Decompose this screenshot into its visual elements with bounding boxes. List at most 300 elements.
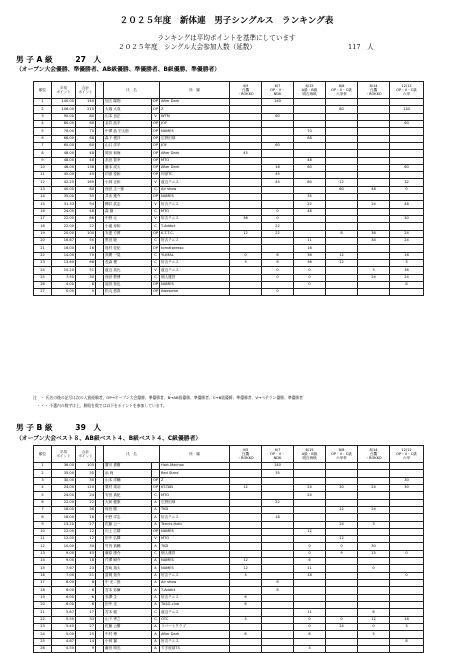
table-cell: 岡田 和海 — [104, 150, 152, 157]
table-cell — [358, 120, 390, 127]
table-cell: C — [152, 237, 160, 244]
table-cell — [294, 463, 326, 470]
table-cell: 14 — [34, 194, 52, 201]
table-cell — [230, 99, 262, 106]
table-cell: MTO — [160, 492, 230, 499]
table-cell — [358, 99, 390, 106]
table-cell — [326, 150, 358, 157]
table-cell — [230, 223, 262, 230]
table-cell — [390, 499, 424, 506]
table-cell: 22 — [76, 499, 96, 506]
table-cell: 3 — [34, 477, 52, 484]
table-cell: 13.60 — [52, 259, 76, 266]
table-cell: 山本 良正 — [104, 113, 152, 120]
table-cell: 6 — [294, 558, 326, 565]
table-cell: A — [152, 594, 160, 601]
table-cell: 大和 健康 — [104, 499, 152, 506]
table-cell: 36.00 — [52, 463, 76, 470]
table-cell: 6 — [262, 259, 294, 266]
table-cell: 48 — [390, 201, 424, 208]
table-cell — [96, 638, 104, 645]
table-cell: V — [152, 216, 160, 223]
header-cell: 所 属 — [160, 446, 230, 463]
table-cell: 0 — [76, 289, 96, 296]
table-cell — [230, 113, 262, 120]
table-cell: 中村 博 — [104, 631, 152, 638]
table-cell — [390, 463, 424, 470]
table-cell: 33 — [76, 616, 96, 623]
table-cell — [96, 514, 104, 521]
table-cell: Z — [160, 477, 230, 484]
table-cell: MTO — [160, 208, 230, 215]
table-cell — [358, 135, 390, 142]
table-cell — [326, 528, 358, 535]
table-cell: 0 — [326, 543, 358, 550]
table-cell: 3 — [358, 631, 390, 638]
table-cell — [326, 587, 358, 594]
table-cell — [358, 470, 390, 477]
table-cell: 60 — [76, 142, 96, 149]
table-cell — [230, 164, 262, 171]
table-cell — [358, 208, 390, 215]
table-cell: A — [152, 543, 160, 550]
table-cell: 26 — [34, 645, 52, 652]
header-cell: 12/12 OP・V・C級 六甲 — [390, 446, 424, 463]
table-cell — [358, 499, 390, 506]
table-cell — [294, 477, 326, 484]
table-cell: 106.00 — [52, 106, 76, 113]
table-cell: 0 — [294, 281, 326, 288]
table-cell: 広野田球 — [160, 135, 230, 142]
table-cell: 3 — [390, 623, 424, 630]
table-cell — [326, 289, 358, 296]
table-cell: V — [152, 536, 160, 543]
table-row — [34, 484, 424, 491]
table-cell — [152, 470, 160, 477]
table-cell: 48.00 — [52, 164, 76, 171]
table-cell: 26 — [34, 281, 52, 288]
table-cell — [326, 609, 358, 616]
table-cell: 9 — [326, 550, 358, 557]
table-cell — [326, 128, 358, 135]
table-cell: 9.00 — [52, 558, 76, 565]
table-cell: 0 — [294, 274, 326, 281]
table-cell: 1 — [34, 99, 52, 106]
table-row — [34, 594, 424, 601]
table-cell: 18 — [262, 164, 294, 171]
table-cell — [96, 550, 104, 557]
table-cell: 17 — [34, 580, 52, 587]
table-cell — [294, 470, 326, 477]
table-cell — [96, 572, 104, 579]
table-cell — [96, 528, 104, 535]
table-cell — [96, 172, 104, 179]
table-cell: 70.00 — [52, 128, 76, 135]
table-cell: 高田 智幸 — [104, 157, 152, 164]
table-cell — [230, 179, 262, 186]
table-cell: 松丸 悠真 — [104, 289, 152, 296]
table-cell: 島村 佳紀 — [104, 245, 152, 252]
table-cell — [230, 208, 262, 215]
table-cell: 4 — [34, 484, 52, 491]
table-cell: 3 — [390, 259, 424, 266]
table-cell: 68.00 — [52, 135, 76, 142]
table-cell: 22.00 — [52, 216, 76, 223]
table-cell — [262, 135, 294, 142]
table-cell: 70 — [294, 128, 326, 135]
ranking-basis-note: ランキングは平均ポイントを基準にしています — [157, 34, 296, 42]
table-cell: 68 — [76, 135, 96, 142]
table-row — [34, 216, 424, 223]
table-cell — [262, 521, 294, 528]
table-cell: A — [152, 587, 160, 594]
table-cell: 小滝 寿和 — [104, 223, 152, 230]
table-cell: K.T.T.C. — [160, 230, 230, 237]
table-cell: 6 — [230, 631, 262, 638]
table-cell: Awesome — [160, 289, 230, 296]
table-cell: 6 — [358, 609, 390, 616]
table-cell: V — [152, 201, 160, 208]
table-cell: 25 — [34, 638, 52, 645]
table-cell — [326, 565, 358, 572]
table-cell — [230, 543, 262, 550]
table-cell: 0 — [294, 543, 326, 550]
table-cell: OP — [152, 194, 160, 201]
section-b-subtitle: （オープン大会ベスト８、AB級ベスト４、B級ベスト４、C級優勝者） — [16, 436, 202, 442]
section-a-table — [33, 81, 424, 296]
table-cell: 金井 品平 — [104, 120, 152, 127]
table-cell: 好吉テニス — [160, 259, 230, 266]
table-cell: 15 — [34, 565, 52, 572]
table-cell: 35 — [262, 470, 294, 477]
table-cell — [358, 281, 390, 288]
table-cell: 6 — [230, 601, 262, 608]
table-cell: C — [152, 186, 160, 193]
table-cell: 3 — [34, 113, 52, 120]
table-cell: 0 — [262, 216, 294, 223]
table-cell: 黒田 聡 — [104, 237, 152, 244]
table-cell: 好吉テニス — [160, 216, 230, 223]
table-cell — [326, 142, 358, 149]
table-cell: 井出 雅介 — [104, 194, 152, 201]
table-cell: 4.67 — [52, 638, 76, 645]
table-cell — [230, 267, 262, 274]
table-cell: 10 — [34, 528, 52, 535]
table-cell — [358, 259, 390, 266]
table-cell — [230, 194, 262, 201]
table-cell — [262, 631, 294, 638]
table-cell: 48 — [76, 150, 96, 157]
table-cell — [326, 157, 358, 164]
table-cell — [230, 172, 262, 179]
table-cell: 渡辺テニス — [160, 267, 230, 274]
table-cell — [294, 223, 326, 230]
table-cell: V — [152, 113, 160, 120]
table-cell — [262, 150, 294, 157]
table-cell: 8 — [262, 580, 294, 587]
table-cell — [230, 463, 262, 470]
table-cell — [230, 536, 262, 543]
table-cell: A — [152, 514, 160, 521]
table-cell — [96, 631, 104, 638]
header-row — [34, 82, 424, 99]
table-cell: 樽井 武志 — [104, 201, 152, 208]
table-cell: A — [152, 623, 160, 630]
table-cell: 11 — [34, 172, 52, 179]
table-cell — [230, 528, 262, 535]
table-cell: Air show — [160, 580, 230, 587]
table-cell: 30 — [390, 484, 424, 491]
table-row — [34, 164, 424, 171]
table-cell: 藤田 明光 — [104, 645, 152, 652]
table-cell — [262, 601, 294, 608]
table-cell: After Dark — [160, 631, 230, 638]
table-cell: 5.00 — [52, 631, 76, 638]
table-cell: 6 — [76, 594, 96, 601]
table-cell — [390, 543, 424, 550]
table-cell: 8.00 — [52, 580, 76, 587]
table-cell — [96, 150, 104, 157]
document-title: ２０２５年度 新体連 男子シングルス ランキング表 — [119, 16, 334, 26]
table-cell — [326, 638, 358, 645]
section-a-subtitle: （オープン大会優勝、準優勝者、AB級優勝、準優勝者、B級優勝、準優勝者） — [16, 67, 221, 73]
table-cell: TKD — [160, 543, 230, 550]
table-cell — [96, 477, 104, 484]
table-cell: 12 — [326, 179, 358, 186]
table-row — [34, 514, 424, 521]
table-cell: 12 — [230, 230, 262, 237]
table-cell: 11 — [294, 609, 326, 616]
table-cell: 20 — [34, 601, 52, 608]
table-cell — [390, 470, 424, 477]
table-cell — [96, 142, 104, 149]
table-cell: 24 — [294, 484, 326, 491]
table-cell — [326, 594, 358, 601]
table-cell — [230, 135, 262, 142]
table-cell: 120 — [76, 484, 96, 491]
table-cell — [96, 186, 104, 193]
table-cell — [326, 237, 358, 244]
table-cell: 18 — [76, 558, 96, 565]
table-cell: 48.00 — [52, 150, 76, 157]
table-cell — [326, 194, 358, 201]
table-cell — [358, 477, 390, 484]
table-cell — [294, 638, 326, 645]
table-cell — [262, 128, 294, 135]
table-cell — [390, 208, 424, 215]
table-row — [34, 186, 424, 193]
table-cell: 6 — [262, 252, 294, 259]
table-cell: 60 — [262, 142, 294, 149]
table-cell — [230, 580, 262, 587]
table-cell — [96, 289, 104, 296]
table-cell — [326, 120, 358, 127]
table-cell — [294, 499, 326, 506]
table-cell: 安達 方教 — [104, 230, 152, 237]
table-cell — [390, 142, 424, 149]
table-cell — [230, 499, 262, 506]
table-cell: 好吉テニス — [160, 594, 230, 601]
table-cell: 22 — [294, 201, 326, 208]
header-cell: 12/12 OP・V・C級 六甲 — [390, 82, 424, 99]
table-cell — [96, 499, 104, 506]
table-row — [34, 237, 424, 244]
table-cell — [358, 601, 390, 608]
table-cell — [358, 558, 390, 565]
table-cell: 4 — [34, 120, 52, 127]
table-cell — [230, 609, 262, 616]
table-cell: 田中 弘輝 — [104, 536, 152, 543]
table-cell: A — [152, 558, 160, 565]
table-cell: 48.00 — [52, 157, 76, 164]
table-cell: 45 — [76, 172, 96, 179]
table-row — [34, 135, 424, 142]
table-cell — [262, 492, 294, 499]
table-cell — [96, 230, 104, 237]
table-cell — [390, 528, 424, 535]
table-cell: 94 — [76, 201, 96, 208]
table-cell: 100 — [76, 230, 96, 237]
table-cell: 15 — [358, 550, 390, 557]
table-cell — [230, 237, 262, 244]
table-cell: 3 — [358, 267, 390, 274]
table-cell: OP — [152, 289, 160, 296]
table-cell — [294, 587, 326, 594]
table-cell — [326, 580, 358, 587]
table-cell: 6 — [262, 587, 294, 594]
table-cell: JOY — [160, 120, 230, 127]
table-cell: 210 — [76, 106, 96, 113]
table-cell — [96, 616, 104, 623]
table-cell: T-Addict — [160, 587, 230, 594]
participant-count-label: ２０２５年度 シングル大会参加人数（延数） — [118, 43, 256, 51]
table-cell — [358, 572, 390, 579]
table-cell: 小林 翼 — [104, 638, 152, 645]
table-cell — [96, 120, 104, 127]
table-cell: 22 — [34, 616, 52, 623]
table-cell: NAMES — [160, 128, 230, 135]
table-cell: 9 — [34, 521, 52, 528]
table-cell — [230, 587, 262, 594]
table-cell: 富岡 拓介 — [104, 572, 152, 579]
table-cell: 32 — [390, 179, 424, 186]
table-row — [34, 536, 424, 543]
table-cell — [262, 536, 294, 543]
table-cell: 0 — [262, 267, 294, 274]
table-cell: 個人運営 — [160, 550, 230, 557]
table-cell: 11 — [294, 237, 326, 244]
table-cell: 宮本 彩爾 — [104, 587, 152, 594]
table-cell: 27 — [76, 623, 96, 630]
table-cell: 30 — [390, 216, 424, 223]
table-cell — [230, 645, 262, 652]
table-cell — [262, 201, 294, 208]
table-cell: 17 — [34, 216, 52, 223]
table-cell — [358, 150, 390, 157]
table-cell — [294, 172, 326, 179]
table-cell: 2 — [34, 106, 52, 113]
table-cell: 中野 元 — [104, 216, 152, 223]
table-cell: 16.67 — [52, 237, 76, 244]
section-b-table — [33, 445, 424, 653]
table-row — [34, 572, 424, 579]
table-cell — [96, 157, 104, 164]
header-cell: 4/5 白鷹 ・ROKKO — [230, 82, 262, 99]
table-row — [34, 113, 424, 120]
table-cell — [326, 267, 358, 274]
table-cell: 21 — [34, 245, 52, 252]
table-cell — [326, 492, 358, 499]
table-cell — [262, 157, 294, 164]
table-cell: 60 — [390, 164, 424, 171]
table-cell: NAMES — [160, 558, 230, 565]
header-row — [34, 446, 424, 463]
table-cell: 22.00 — [52, 223, 76, 230]
table-cell: 48 — [76, 157, 96, 164]
table-row — [34, 99, 424, 106]
table-cell — [358, 463, 390, 470]
table-cell: 70 — [76, 252, 96, 259]
footnote-2: ・・・ 予選内の数字は上、勝敗を数では以下をポイントを参加しています。 — [33, 403, 167, 408]
table-cell — [230, 157, 262, 164]
table-row — [34, 580, 424, 587]
table-cell — [262, 594, 294, 601]
table-cell: 20.00 — [52, 230, 76, 237]
table-cell — [390, 150, 424, 157]
table-cell: 18 — [262, 514, 294, 521]
table-cell: 宮本 健 — [104, 609, 152, 616]
table-cell — [390, 609, 424, 616]
table-row — [34, 587, 424, 594]
table-row — [34, 645, 424, 652]
table-cell: 小林 正和 — [104, 179, 152, 186]
table-cell: 16 — [34, 572, 52, 579]
table-cell — [326, 172, 358, 179]
table-cell — [294, 514, 326, 521]
table-cell: 3 — [230, 616, 262, 623]
table-cell: 30 — [326, 484, 358, 491]
table-cell: 8 — [34, 150, 52, 157]
table-row — [34, 463, 424, 470]
table-cell: 24 — [326, 521, 358, 528]
table-cell — [262, 186, 294, 193]
header-cell: 平均 ポイント — [52, 82, 76, 99]
table-cell: 田中 光 — [104, 601, 152, 608]
table-cell — [96, 216, 104, 223]
table-cell: 24 — [34, 267, 52, 274]
table-cell: 8 — [326, 230, 358, 237]
table-row — [34, 521, 424, 528]
table-cell: 山本 洋輔 — [104, 477, 152, 484]
footnote-1: 注 ・ 氏名の後の記号は次の入賞経験者。OP→オープン大会優勝、準優勝者、B→AB級優勝、準優勝者、C→B級優勝、準優勝者、V→ベテラン優勝、準優勝者 — [33, 395, 303, 400]
table-cell: TKD — [160, 506, 230, 513]
table-cell: 70 — [76, 128, 96, 135]
table-cell: 12 — [34, 543, 52, 550]
table-cell — [326, 274, 358, 281]
table-cell — [326, 113, 358, 120]
table-cell: NAMES — [160, 281, 230, 288]
table-row — [34, 179, 424, 186]
table-cell: 60 — [390, 120, 424, 127]
table-cell: 7.67 — [52, 565, 76, 572]
table-cell: 60 — [294, 164, 326, 171]
table-cell — [262, 120, 294, 127]
table-cell: 48 — [358, 186, 390, 193]
table-cell — [262, 477, 294, 484]
table-cell: 36 — [230, 216, 262, 223]
table-cell: 12 — [34, 179, 52, 186]
table-cell: 12 — [326, 259, 358, 266]
